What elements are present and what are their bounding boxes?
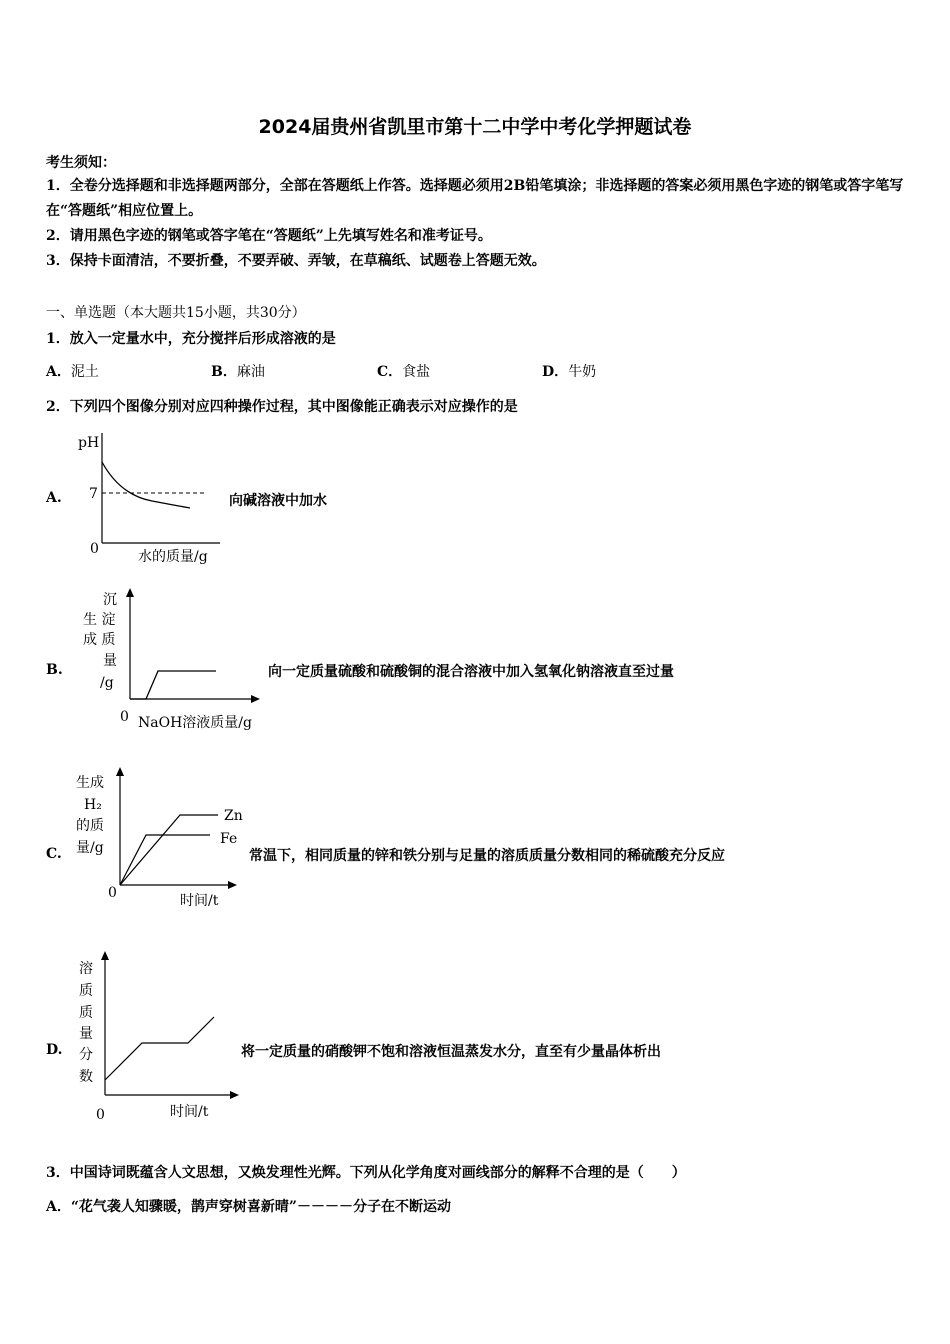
q2-option-c-desc: 常温下，相同质量的锌和铁分别与足量的溶质质量分数相同的稀硫酸充分反应 [249, 848, 725, 864]
q2-option-a-desc: 向碱溶液中加水 [229, 493, 327, 509]
q2-graph-c [70, 763, 250, 913]
q2-stem: 2．下列四个图像分别对应四种操作过程，其中图像能正确表示对应操作的是 [46, 399, 518, 415]
origin: 0 [96, 1107, 105, 1123]
x-arrow [230, 1091, 239, 1099]
q2-graph-a [70, 425, 230, 570]
y-axis-label: pH [78, 435, 100, 451]
y-label-line: /g [100, 675, 114, 691]
q2-option-c-letter: C. [46, 846, 62, 862]
y-label-line: 生 淀 [83, 612, 116, 628]
q2-graph-b [76, 585, 276, 735]
x-axis-label: 水的质量/g [138, 549, 208, 565]
option-text: 麻油 [236, 364, 265, 380]
q1-option-d [542, 361, 596, 381]
option-letter: C． [377, 364, 403, 380]
notice-item-2: 2．请用黑色字迹的钢笔或答字笔在“答题纸”上先填写姓名和准考证号。 [46, 228, 492, 244]
option-text: 泥土 [70, 364, 99, 380]
option-letter: D． [542, 364, 569, 380]
notice-item-1: 1．全卷分选择题和非选择题两部分，全部在答题纸上作答。选择题必须用2B铅笔填涂；非选择题的答案必须用黑色字迹的钢笔或答字笔写在“答题纸”相应位置上。 [46, 178, 904, 219]
x-axis-label: 时间/t [170, 1104, 209, 1120]
precipitate-line [130, 671, 216, 699]
series-label-fe: Fe [220, 831, 238, 847]
y-label-line: 的质 [76, 818, 104, 834]
y-label-line: H₂ [84, 797, 102, 813]
q1-option-b [211, 361, 265, 381]
option-text: 食盐 [402, 364, 431, 380]
y-arrow [116, 767, 124, 776]
q2-graph-d [70, 945, 250, 1125]
mass-fraction-line [105, 1017, 214, 1080]
section-heading: 一、单选题（本大题共15小题，共30分） [46, 305, 306, 321]
q1-option-a [46, 361, 99, 381]
y-label-line: 数 [79, 1069, 93, 1085]
notice-item-3: 3．保持卡面清洁，不要折叠，不要弄破、弄皱，在草稿纸、试题卷上答题无效。 [46, 253, 546, 269]
y-label-line: 分 [79, 1047, 93, 1063]
q2-option-d-desc: 将一定质量的硝酸钾不饱和溶液恒温蒸发水分，直至有少量晶体析出 [241, 1044, 661, 1060]
y-label-line: 溶 [79, 961, 93, 977]
option-letter: B． [211, 364, 237, 380]
option-text: 牛奶 [568, 364, 597, 380]
y-label-line: 质 [79, 1005, 93, 1021]
notice-heading: 考生须知： [46, 155, 116, 171]
y-label-line: 量/g [76, 840, 104, 856]
x-arrow [251, 695, 260, 703]
q3-stem: 3．中国诗词既蕴含人文思想，又焕发理性光辉。下列从化学角度对画线部分的解释不合理的是（ ） [46, 1165, 686, 1181]
option-letter: A． [46, 364, 71, 380]
origin: 0 [90, 541, 99, 557]
y-label-line: 量 [103, 653, 117, 669]
q1-option-c [377, 361, 430, 381]
q3-option-a: A．“花气袭人知骤暖，鹊声穿树喜新晴”－－－－分子在不断运动 [46, 1199, 451, 1215]
page-title: 2024届贵州省凯里市第十二中学中考化学押题试卷 [258, 116, 692, 138]
q2-option-d-letter: D. [46, 1042, 63, 1058]
y-arrow [101, 951, 109, 960]
q2-option-a-letter: A. [46, 490, 62, 506]
series-label-zn: Zn [224, 808, 243, 824]
y-label-line: 质 [79, 983, 93, 999]
q1-stem: 1．放入一定量水中，充分搅拌后形成溶液的是 [46, 331, 336, 347]
x-axis-label: NaOH溶液质量/g [138, 715, 252, 731]
y-label-line: 量 [79, 1026, 93, 1042]
x-axis-label: 时间/t [180, 893, 219, 909]
ref-label: 7 [89, 486, 98, 502]
origin: 0 [120, 709, 129, 725]
y-label-line: 成 质 [83, 632, 116, 648]
ph-curve [102, 462, 190, 508]
q2-option-b-desc: 向一定质量硫酸和硫酸铜的混合溶液中加入氢氧化钠溶液直至过量 [268, 664, 674, 680]
y-label-line: 沉 [103, 592, 117, 608]
q2-option-b-letter: B. [46, 662, 63, 678]
zn-line [120, 815, 218, 885]
y-arrow [126, 588, 134, 597]
fe-line [120, 835, 210, 885]
x-arrow [228, 881, 237, 889]
origin: 0 [108, 885, 117, 901]
y-label-line: 生成 [76, 775, 104, 791]
